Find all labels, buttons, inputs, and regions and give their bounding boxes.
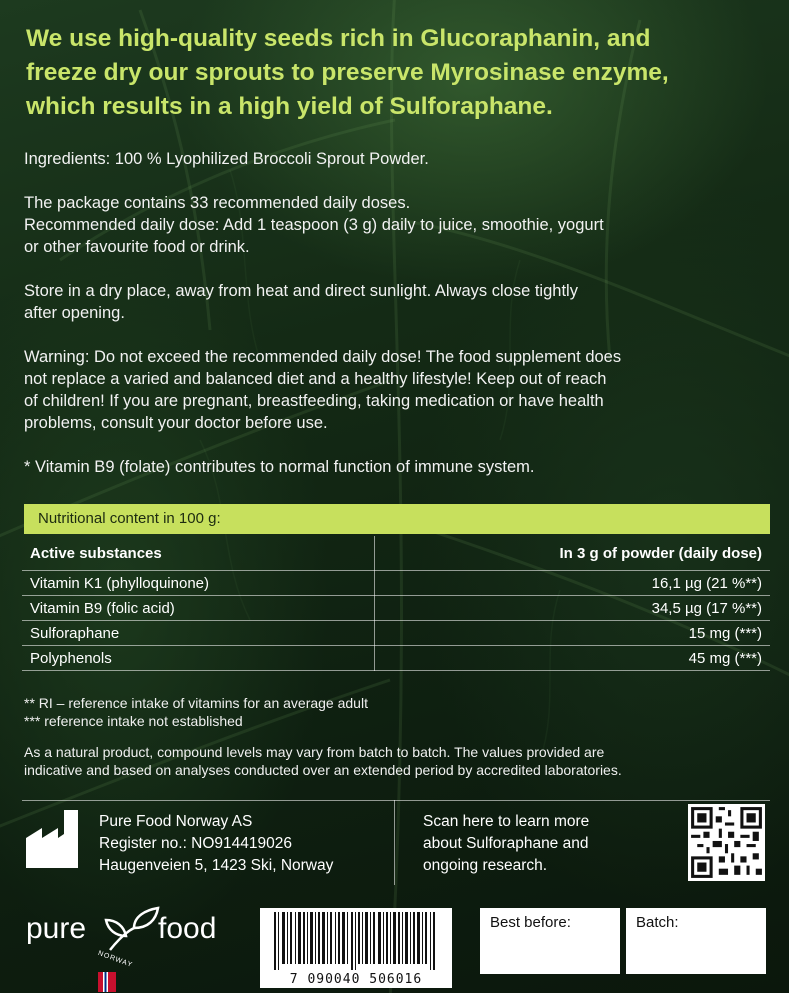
footnotes	[24, 694, 368, 730]
table-row	[22, 646, 770, 671]
horizontal-divider	[22, 800, 770, 801]
warning-text-line-4: problems, consult your doctor before use.	[24, 414, 328, 432]
best-before-label: Best before:	[490, 914, 571, 931]
barcode-number: 7 090040 506016	[289, 972, 423, 987]
storage-text-line-2: after opening.	[24, 304, 125, 322]
company-address: Haugenveien 5, 1423 Ski, Norway	[99, 857, 334, 874]
natural-product-note	[24, 743, 622, 779]
barcode	[260, 908, 452, 988]
package-section	[24, 192, 774, 258]
substance-name: Polyphenols	[22, 646, 375, 671]
warning-text-line-1: Warning: Do not exceed the recommended daily dose! The food supplement does	[24, 348, 622, 366]
substance-name: Vitamin K1 (phylloquinone)	[22, 571, 375, 596]
company-info	[99, 811, 333, 877]
nutrition-title-bar: Nutritional content in 100 g:	[24, 504, 770, 534]
package-doses-text: The package contains 33 recommended daily doses.	[24, 194, 411, 212]
vitamin-note: * Vitamin B9 (folate) contributes to normal function of immune system.	[24, 458, 535, 476]
logo-pure-text: pure	[26, 912, 87, 945]
barcode-icon	[274, 912, 438, 970]
storage-section	[24, 280, 774, 324]
warning-section	[24, 346, 774, 434]
warning-text-line-3: of children! If you are pregnant, breastfeeding, taking medication or have health	[24, 392, 604, 410]
substance-value: 16,1 µg (21 %**)	[375, 571, 770, 596]
qr-code-icon[interactable]	[688, 804, 765, 881]
scan-text-line-1: Scan here to learn more	[423, 813, 590, 830]
table-row	[22, 596, 770, 621]
natural-product-line-2: indicative and based on analyses conducted over an extended period by accredited laboratories.	[24, 762, 622, 778]
best-before-box	[480, 908, 620, 974]
substance-value: 15 mg (***)	[375, 621, 770, 646]
factory-icon	[24, 808, 82, 870]
leaf-logo-icon	[104, 906, 160, 954]
dose-text-line-2: or other favourite food or drink.	[24, 238, 250, 256]
substance-value: 45 mg (***)	[375, 646, 770, 671]
headline-line-3: which results in a high yield of Sulforaphane.	[26, 93, 553, 120]
batch-label: Batch:	[636, 914, 679, 931]
active-substances-header: Active substances	[22, 536, 375, 571]
warning-text-line-2: not replace a varied and balanced diet and a healthy lifestyle! Keep out of reach	[24, 370, 607, 388]
company-register: Register no.: NO914419026	[99, 835, 293, 852]
headline-line-2: freeze dry our sprouts to preserve Myrosinase enzyme,	[26, 59, 669, 86]
headline-line-1: We use high-quality seeds rich in Glucoraphanin, and	[26, 25, 651, 52]
vertical-divider	[394, 800, 395, 885]
logo-food-text: food	[158, 912, 217, 945]
ingredients-text: Ingredients: 100 % Lyophilized Broccoli Sprout Powder.	[24, 150, 429, 168]
dose-text-line-1: Recommended daily dose: Add 1 teaspoon (3 g) daily to juice, smoothie, yogurt	[24, 216, 604, 234]
daily-dose-header: In 3 g of powder (daily dose)	[375, 536, 770, 571]
headline	[26, 22, 766, 124]
not-established-footnote: *** reference intake not established	[24, 713, 243, 729]
natural-product-line-1: As a natural product, compound levels may vary from batch to batch. The values provided are	[24, 744, 605, 760]
logo-norway-text: NORWAY	[96, 949, 134, 970]
table-row	[22, 621, 770, 646]
nutrition-header-row	[22, 536, 770, 571]
scan-text-line-2: about Sulforaphane and	[423, 835, 589, 852]
ri-footnote: ** RI – reference intake of vitamins for an average adult	[24, 695, 368, 711]
table-row	[22, 571, 770, 596]
nutrition-table	[22, 536, 770, 671]
scan-info	[423, 811, 589, 877]
storage-text-line-1: Store in a dry place, away from heat and direct sunlight. Always close tightly	[24, 282, 578, 300]
substance-name: Vitamin B9 (folic acid)	[22, 596, 375, 621]
substance-value: 34,5 µg (17 %**)	[375, 596, 770, 621]
substance-name: Sulforaphane	[22, 621, 375, 646]
norway-flag-icon	[98, 972, 116, 992]
batch-box	[626, 908, 766, 974]
company-name: Pure Food Norway AS	[99, 813, 253, 830]
scan-text-line-3: ongoing research.	[423, 857, 548, 874]
